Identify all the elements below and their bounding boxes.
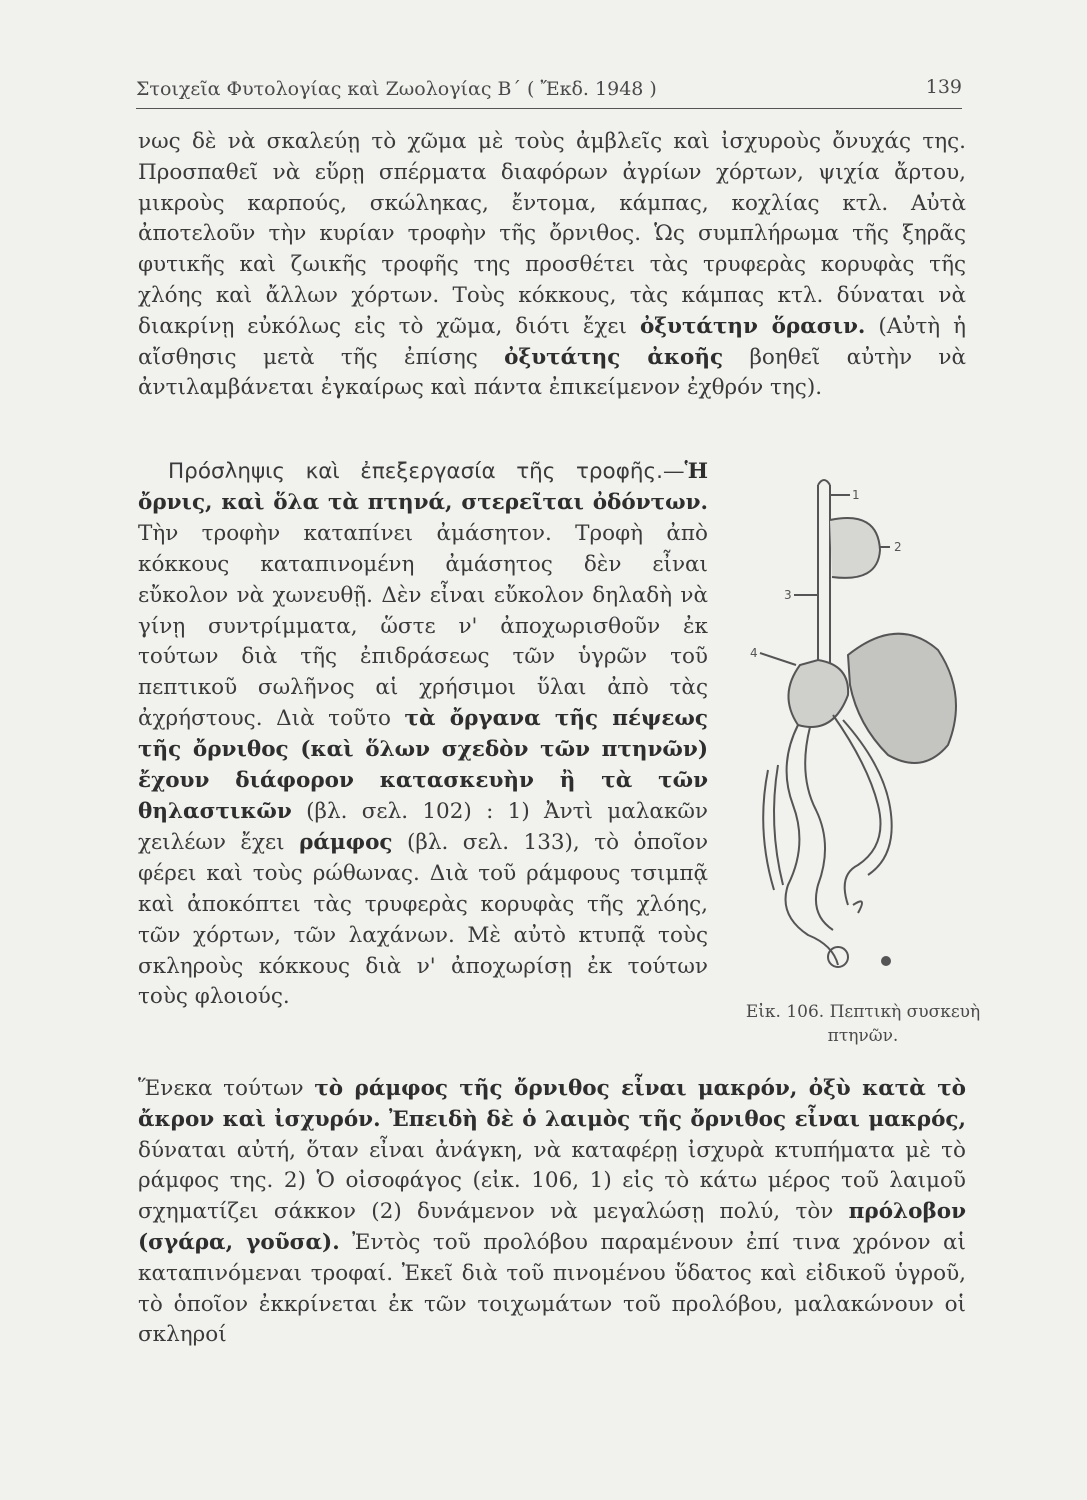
proventriculus	[788, 660, 848, 727]
section-heading: Πρόσληψις καὶ ἐπεξεργασία τῆς τροφῆς.	[168, 459, 663, 484]
col-text-1: Τὴν τροφὴν καταπίνει ἀμάσητον. Τροφὴ ἀπὸ κόκκους καταπινομένη ἀμάσητος δὲν εἶναι εὔκολον νὰ χωνευθῇ. Δὲν εἶναι εὔκολον δηλαδὴ νὰ γίνῃ συντρίμματα, ὥστε ν' ἀποχωρισθοῦν ἐκ τούτων διὰ τῆς ἐπιδράσεως τῶν ὑγρῶν τοῦ πεπτικοῦ σωλῆνος αἱ χρήσιμοι ὕλαι ἀπὸ τὰς ἀχρήστους. Διὰ τοῦτο	[138, 520, 708, 732]
running-header	[136, 74, 962, 109]
para3-bold-crop: πρόλοβον (σγάρα, γοῦσα).	[138, 1199, 966, 1255]
vent-dot	[882, 957, 890, 965]
col-bold-beak: ράμφος	[299, 829, 393, 855]
col-text-2: (βλ. σελ. 102) : 1) Ἀντὶ μαλακῶν χειλέων ἔχει	[138, 798, 708, 855]
ureter-loop	[853, 901, 862, 913]
fig-label-3: 3	[784, 588, 792, 602]
col-bold-1: Ἡ ὄρνις, καὶ ὅλα τὰ πτηνά, στερεῖται ὀδόντων.	[138, 459, 708, 515]
paragraph-feeding	[138, 127, 966, 404]
figure-digestive-system	[738, 465, 988, 995]
heading-dash: —	[662, 459, 685, 484]
column-text	[138, 457, 708, 1013]
running-title: Στοιχεῖα Φυτολογίας καὶ Ζωολογίας Β΄ ( Ἔκδ. 1948 )	[136, 78, 657, 100]
para1-bold-sight: ὀξυτάτην ὅρασιν.	[639, 313, 866, 339]
caecum-left-2	[763, 770, 774, 890]
para1-text-3: βοηθεῖ αὐτὴν νὰ ἀντιλαμβάνεται ἐγκαίρως καὶ πάντα ἐπικείμενον ἐχθρόν της).	[138, 344, 966, 401]
crop-sac	[830, 518, 880, 578]
page-number: 139	[925, 76, 962, 98]
para1-text-2: (Αὐτὴ ἡ αἴσθησις μετὰ τῆς ἐπίσης	[138, 313, 966, 370]
fig-label-4: 4	[750, 646, 758, 660]
paragraph-beak	[138, 1074, 966, 1351]
para1-bold-hearing: ὀξυτάτης ἀκοῆς	[504, 344, 724, 370]
intestine-3	[833, 715, 881, 905]
para3-text-2: δύναται αὐτή, ὅταν εἶναι ἀνάγκη, νὰ καταφέρῃ ἰσχυρὰ κτυπήματα μὲ τὸ ράμφος της. 2) Ὁ οἰσοφάγος (εἰκ. 106, 1) εἰς τὸ κάτω μέρος τοῦ λαιμοῦ σχηματίζει σάκκον (2) δυνάμενον νὰ μεγαλώσῃ πολύ, τὸν	[138, 1137, 966, 1225]
esophagus-top	[818, 480, 830, 485]
gizzard	[848, 634, 956, 763]
para3-text-1: Ἕνεκα τούτων	[138, 1076, 304, 1101]
digestive-diagram	[738, 465, 988, 995]
caecum-left	[774, 765, 783, 885]
fig-label-2: 2	[894, 540, 902, 554]
col-bold-2: τὰ ὄργανα τῆς πέψεως τῆς ὄρνιθος (καὶ ὅλων σχεδὸν τῶν πτηνῶν) ἔχουν διάφορον κατασκευὴν ἢ τὰ τῶν θηλαστικῶν	[138, 706, 708, 824]
para1-text: νως δὲ νὰ σκαλεύῃ τὸ χῶμα μὲ τοὺς ἀμβλεῖς καὶ ἰσχυροὺς ὄνυχάς της. Προσπαθεῖ νὰ εὕρῃ σπέρματα διαφόρων ἀγρίων χόρτων, ψιχία ἄρτου, μικροὺς καρπούς, σκώληκας, ἔντομα, κάμπας, κοχλίας κτλ. Αὐτὰ ἀποτελοῦν τὴν κυρίαν τροφὴν τῆς ὄρνιθος. Ὡς συμπλήρωμα τῆς ξηρᾶς φυτικῆς καὶ ζωικῆς τροφῆς της προσθέτει τὰς τρυφερὰς κορυφὰς τῆς χλόης καὶ ἄλλων χόρτων. Τοὺς κόκκους, τὰς κάμπας κτλ. δύναται νὰ διακρίνῃ εὐκόλως εἰς τὸ χῶμα, διότι ἔχει	[138, 129, 966, 339]
para3-text-3: Ἐντὸς τοῦ προλόβου παραμένουν ἐπί τινα χρόνον αἱ καταπινόμεναι τροφαί. Ἐκεῖ διὰ τοῦ πινομένου ὕδατος καὶ εἰδικοῦ ὑγροῦ, τὸ ὁποῖον ἐκκρίνεται ἐκ τῶν τοιχωμάτων τοῦ προλόβου, μαλακώνουν οἱ σκληροί	[138, 1229, 966, 1348]
col-text-3: (βλ. σελ. 133), τὸ ὁποῖον φέρει καὶ τοὺς ρώθωνας. Διὰ τοῦ ράμφους τσιμπᾷ καὶ ἀποκόπτει τὰς τρυφερὰς κορυφὰς τῆς χλόης, τῶν χόρτων, τῶν λαχάνων. Μὲ αὐτὸ κτυπᾷ τοὺς σκληροὺς κόκκους διὰ ν' ἀποχωρίσῃ ἐκ τούτων τοὺς φλοιούς.	[138, 829, 709, 1010]
figure-caption: Εἰκ. 106. Πεπτικὴ συσκευὴ πτηνῶν.	[745, 1002, 981, 1046]
intestine-2	[805, 727, 833, 930]
fig-label-1: 1	[852, 488, 860, 502]
pointer-4	[760, 653, 796, 665]
para3-bold-1: τὸ ράμφος τῆς ὄρνιθος εἶναι μακρόν, ὀξὺ κατὰ τὸ ἄκρον καὶ ἰσχυρόν. Ἐπειδὴ δὲ ὁ λαιμὸς τῆς ὄρνιθος εἶναι μακρός,	[138, 1076, 967, 1132]
